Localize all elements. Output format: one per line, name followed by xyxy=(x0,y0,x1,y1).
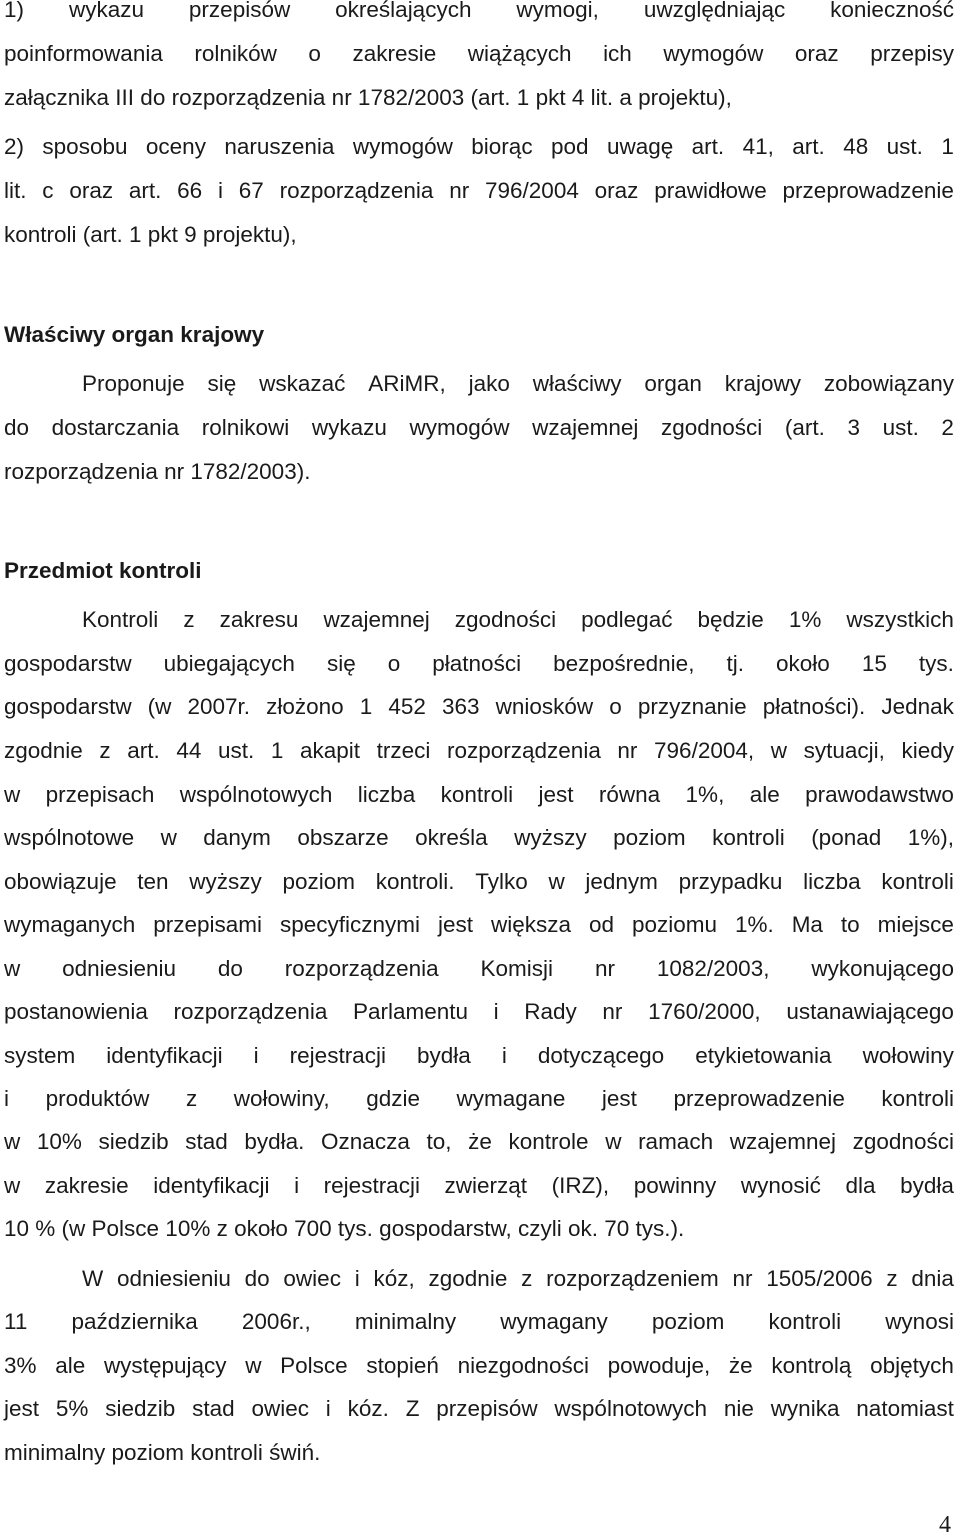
word: wspólnotowych xyxy=(554,1396,707,1421)
word: 1082/2003, xyxy=(656,956,770,981)
word: jako xyxy=(468,371,510,396)
word: w xyxy=(4,956,21,981)
word: 1760/2000, xyxy=(648,999,761,1024)
word: 1) xyxy=(4,0,25,22)
word: rolników xyxy=(194,41,277,66)
word: wzajemnej xyxy=(729,1129,837,1154)
word: większa xyxy=(490,912,572,937)
word: kontrolą xyxy=(771,1353,852,1378)
word: załącznika III do rozporządzenia nr 1782/2003 (art. 1 pkt 4 lit. a projektu), xyxy=(4,85,732,110)
word: 1%), xyxy=(907,825,954,850)
word: z xyxy=(99,738,111,763)
word: i xyxy=(493,999,499,1024)
section1-line-1 xyxy=(82,370,954,398)
section2-line-12 xyxy=(4,1085,954,1113)
word: rejestracji xyxy=(289,1043,386,1068)
word: zgodności xyxy=(852,1129,954,1154)
word: bezpośrednie, xyxy=(553,651,695,676)
word: Rady xyxy=(524,999,577,1024)
word: równa xyxy=(598,782,661,807)
word: wspólnotowych xyxy=(179,782,333,807)
word: wołowiny xyxy=(862,1043,954,1068)
word: wynosić xyxy=(740,1173,821,1198)
word: 452 xyxy=(388,694,426,719)
section2-line-2 xyxy=(4,650,954,678)
list-item-1-line-3 xyxy=(4,84,954,112)
word: oceny xyxy=(145,134,206,159)
word: dotyczącego xyxy=(537,1043,665,1068)
word: przyznanie xyxy=(637,694,747,719)
word: kontroli (art. 1 pkt 9 projektu), xyxy=(4,222,297,247)
word: stad xyxy=(185,1129,228,1154)
word: powoduje, xyxy=(607,1353,711,1378)
page-number: 4 xyxy=(939,1512,951,1538)
word: 1 xyxy=(941,134,954,159)
word: uwzględniając xyxy=(643,0,786,22)
word: rozporządzenia xyxy=(446,738,601,763)
word: bydła xyxy=(416,1043,471,1068)
word: zgodności xyxy=(660,415,763,440)
word: identyfikacji xyxy=(106,1043,223,1068)
word: wiążących xyxy=(467,41,572,66)
word: do xyxy=(244,1266,270,1291)
word: trzeci xyxy=(376,738,431,763)
section2-line-6 xyxy=(4,824,954,852)
word: występujący xyxy=(103,1353,227,1378)
word: kontroli xyxy=(440,782,514,807)
word: października xyxy=(71,1309,198,1334)
word: 11 xyxy=(4,1309,28,1334)
word: jest xyxy=(4,1396,40,1421)
word: W xyxy=(82,1266,104,1291)
word: natomiast xyxy=(856,1396,954,1421)
word: liczba xyxy=(357,782,416,807)
word: owiec xyxy=(251,1396,309,1421)
word: od xyxy=(588,912,614,937)
word: przeprowadzenie xyxy=(673,1086,845,1111)
word: zakresie xyxy=(44,1173,129,1198)
word: 1%, xyxy=(685,782,725,807)
word: 66 xyxy=(177,178,203,203)
word: pod xyxy=(550,134,589,159)
word: Tylko xyxy=(475,869,528,894)
word: z xyxy=(521,1266,533,1291)
word: 2006r., xyxy=(241,1309,311,1334)
list-item-2-line-3 xyxy=(4,221,954,249)
word: nr xyxy=(594,956,615,981)
word: to xyxy=(840,912,860,937)
word: oraz xyxy=(594,178,639,203)
word: minimalny poziom kontroli świń. xyxy=(4,1440,321,1465)
word: że xyxy=(468,1129,492,1154)
word: Parlamentu xyxy=(352,999,469,1024)
word: ubiegających xyxy=(163,651,295,676)
word: etykietowania xyxy=(695,1043,832,1068)
word: Polsce xyxy=(280,1353,348,1378)
word: i xyxy=(501,1043,507,1068)
word: że xyxy=(728,1353,753,1378)
word: kontroli xyxy=(768,1309,842,1334)
word: sytuacji, xyxy=(803,738,885,763)
word: ramach xyxy=(638,1129,714,1154)
word: wzajemnej xyxy=(323,607,430,632)
word: prawodawstwo xyxy=(805,782,954,807)
word: lit. xyxy=(4,178,27,203)
word: 67 xyxy=(238,178,264,203)
word: dostarczania xyxy=(51,415,180,440)
word: art. xyxy=(127,738,160,763)
word: zobowiązany xyxy=(823,371,954,396)
word: wyższy xyxy=(514,825,587,850)
word: zwierząt xyxy=(444,1173,528,1198)
word: gospodarstw xyxy=(4,651,132,676)
word: ten xyxy=(137,869,169,894)
word: przypadku xyxy=(678,869,783,894)
section2-line-10 xyxy=(4,998,954,1026)
word: wymagane xyxy=(456,1086,566,1111)
section2-line-5 xyxy=(4,781,954,809)
word: kiedy xyxy=(901,738,954,763)
word: wynika xyxy=(770,1396,840,1421)
word: 1 xyxy=(359,694,373,719)
word: wynosi xyxy=(885,1309,954,1334)
word: gospodarstw xyxy=(4,694,132,719)
word: odniesieniu xyxy=(117,1266,231,1291)
word: ich xyxy=(603,41,632,66)
word: identyfikacji xyxy=(153,1173,270,1198)
word: prawidłowe xyxy=(654,178,767,203)
word: bydła xyxy=(900,1173,954,1198)
section1-line-2 xyxy=(4,414,954,442)
section2-p2-line-5 xyxy=(4,1439,954,1467)
word: obszarze xyxy=(297,825,389,850)
word: poinformowania xyxy=(4,41,163,66)
word: ustanawiającego xyxy=(786,999,954,1024)
section2-p2-line-2 xyxy=(4,1308,954,1336)
word: wskazać xyxy=(259,371,346,396)
word: nr xyxy=(602,999,623,1024)
word: ale xyxy=(749,782,780,807)
word: kontrole xyxy=(508,1129,589,1154)
word: 15 xyxy=(861,651,887,676)
word: będzie xyxy=(697,607,764,632)
word: tys. xyxy=(918,651,954,676)
section2-line-8 xyxy=(4,911,954,939)
section-heading-organ: Właściwy organ krajowy xyxy=(4,322,265,347)
word: 2 xyxy=(941,415,954,440)
section2-p2-line-1 xyxy=(82,1265,954,1293)
word: rozporządzenia xyxy=(173,999,328,1024)
word: krajowy xyxy=(724,371,802,396)
word: 796/2004, xyxy=(654,738,755,763)
word: Proponuje xyxy=(82,371,185,396)
list-item-2-line-1 xyxy=(4,133,954,161)
word: wniosków xyxy=(495,694,594,719)
word: 796/2004 xyxy=(485,178,579,203)
word: tj. xyxy=(726,651,744,676)
word: nr xyxy=(617,738,638,763)
word: rozporządzenia xyxy=(279,178,434,203)
word: i xyxy=(354,1266,360,1291)
list-item-2-line-2 xyxy=(4,177,954,205)
word: stopień xyxy=(366,1353,439,1378)
word: wspólnotowe xyxy=(4,825,135,850)
word: o xyxy=(308,41,321,66)
word: ust. xyxy=(218,738,255,763)
word: rozporządzenia xyxy=(284,956,439,981)
word: Kontroli xyxy=(82,607,159,632)
word: wszystkich xyxy=(846,607,954,632)
word: w xyxy=(4,1129,21,1154)
word: i xyxy=(253,1043,259,1068)
word: w xyxy=(160,825,177,850)
word: 2007r. xyxy=(187,694,251,719)
word: do xyxy=(217,956,243,981)
word: określa xyxy=(415,825,488,850)
section2-line-9 xyxy=(4,955,954,983)
word: to, xyxy=(426,1129,452,1154)
word: Z xyxy=(405,1396,420,1421)
word: 1 xyxy=(270,738,284,763)
word: wzajemnej xyxy=(532,415,639,440)
section2-p2-line-4 xyxy=(4,1395,954,1423)
word: nie xyxy=(723,1396,754,1421)
word: Oznacza xyxy=(321,1129,410,1154)
word: w xyxy=(4,1173,21,1198)
section2-line-3 xyxy=(4,693,954,721)
word: specyficznymi xyxy=(280,912,421,937)
word: 3% xyxy=(4,1353,37,1378)
word: kontroli xyxy=(881,1086,954,1111)
word: i xyxy=(294,1173,300,1198)
word: (IRZ), xyxy=(551,1173,610,1198)
word: wyższy xyxy=(189,869,262,894)
section2-line-4 xyxy=(4,737,954,765)
word: zakresie xyxy=(352,41,437,66)
word: ale xyxy=(55,1353,86,1378)
word: z xyxy=(886,1266,898,1291)
word: się xyxy=(326,651,356,676)
word: poziom xyxy=(651,1309,725,1334)
word: wymogi, xyxy=(516,0,599,22)
word: art. xyxy=(691,134,725,159)
word: postanowienia xyxy=(4,999,148,1024)
word: liczba xyxy=(803,869,861,894)
word: wymogów xyxy=(409,415,510,440)
word: właściwy xyxy=(532,371,622,396)
word: zgodnie xyxy=(428,1266,508,1291)
word: określających xyxy=(335,0,472,22)
word: w xyxy=(4,782,21,807)
word: ARiMR, xyxy=(368,371,446,396)
word: przepisów xyxy=(436,1396,538,1421)
word: się xyxy=(207,371,237,396)
word: rolnikowi xyxy=(201,415,290,440)
section-heading-przedmiot: Przedmiot kontroli xyxy=(4,558,202,583)
word: o xyxy=(387,651,401,676)
word: złożono xyxy=(266,694,344,719)
word: i xyxy=(325,1396,331,1421)
word: przepisach xyxy=(45,782,155,807)
word: sposobu xyxy=(42,134,128,159)
word: około xyxy=(776,651,830,676)
word: powinny xyxy=(633,1173,717,1198)
word: zgodnie xyxy=(4,738,83,763)
word: niezgodności xyxy=(457,1353,589,1378)
word: wykazu xyxy=(311,415,387,440)
word: poziomu xyxy=(631,912,717,937)
word: 44 xyxy=(176,738,202,763)
word: jest xyxy=(438,912,474,937)
word: rejestracji xyxy=(323,1173,420,1198)
section2-line-13 xyxy=(4,1128,954,1156)
word: art. xyxy=(792,134,825,159)
word: konieczność xyxy=(830,0,954,22)
word: rozporządzeniem xyxy=(546,1266,719,1291)
word: siedzib xyxy=(105,1396,176,1421)
word: akapit xyxy=(299,738,361,763)
word: system xyxy=(4,1043,76,1068)
word: bydła. xyxy=(244,1129,305,1154)
word: biorąc xyxy=(471,134,533,159)
word: w xyxy=(548,869,565,894)
word: kóz, xyxy=(373,1266,415,1291)
word: wymogów xyxy=(352,134,453,159)
word: 3 xyxy=(847,415,860,440)
word: ust. xyxy=(882,415,919,440)
word: minimalny xyxy=(354,1309,457,1334)
word: kontroli xyxy=(881,869,954,894)
word: objętych xyxy=(870,1353,954,1378)
word: wymagany xyxy=(500,1309,608,1334)
word: kontroli. xyxy=(375,869,455,894)
word: jednym xyxy=(585,869,658,894)
word: wykazu xyxy=(68,0,144,22)
word: danym xyxy=(203,825,271,850)
word: produktów xyxy=(45,1086,150,1111)
word: 5% xyxy=(55,1396,89,1421)
word: owiec xyxy=(283,1266,341,1291)
section2-p2-line-3 xyxy=(4,1352,954,1380)
word: nr xyxy=(732,1266,753,1291)
word: dnia xyxy=(911,1266,954,1291)
word: wymogów xyxy=(663,41,764,66)
word: 1%. xyxy=(734,912,774,937)
word: przepisów xyxy=(188,0,291,22)
word: oraz xyxy=(69,178,114,203)
word: naruszenia xyxy=(224,134,335,159)
word: (w xyxy=(147,694,172,719)
word: wykonującego xyxy=(811,956,954,981)
word: z xyxy=(185,1086,198,1111)
word: zgodności xyxy=(454,607,557,632)
word: i xyxy=(4,1086,9,1111)
word: 10% xyxy=(36,1129,82,1154)
word: 10 % (w Polsce 10% z około 700 tys. gospodarstw, czyli ok. 70 tys.). xyxy=(4,1216,685,1241)
word: zakresu xyxy=(219,607,299,632)
word: o xyxy=(609,694,622,719)
section2-line-15 xyxy=(4,1215,954,1243)
list-item-1-line-2 xyxy=(4,40,954,68)
word: 48 xyxy=(843,134,869,159)
section1-line-3 xyxy=(4,458,954,486)
word: podlegać xyxy=(581,607,673,632)
word: do xyxy=(4,415,30,440)
word: kontroli xyxy=(712,825,785,850)
word: przeprowadzenie xyxy=(782,178,954,203)
word: z xyxy=(183,607,195,632)
section2-line-7 xyxy=(4,868,954,896)
word: w xyxy=(770,738,787,763)
word: Komisji xyxy=(480,956,554,981)
section2-line-1 xyxy=(82,606,954,634)
word: siedzib xyxy=(98,1129,169,1154)
word: odniesieniu xyxy=(62,956,176,981)
word: rozporządzenia nr 1782/2003). xyxy=(4,459,311,484)
word: w xyxy=(605,1129,622,1154)
word: oraz xyxy=(794,41,839,66)
word: c xyxy=(42,178,54,203)
word: gdzie xyxy=(366,1086,420,1111)
word: jest xyxy=(538,782,574,807)
word: w xyxy=(245,1353,262,1378)
word: 1505/2006 xyxy=(766,1266,873,1291)
word: przepisy xyxy=(870,41,954,66)
word: wołowiny, xyxy=(233,1086,330,1111)
word: art. xyxy=(128,178,162,203)
word: nr xyxy=(449,178,470,203)
word: dla xyxy=(845,1173,876,1198)
word: 2) xyxy=(4,134,25,159)
word: ust. xyxy=(886,134,923,159)
word: (ponad xyxy=(811,825,882,850)
word: 363 xyxy=(441,694,480,719)
word: wymaganych xyxy=(4,912,136,937)
word: (art. xyxy=(784,415,825,440)
word: kóz. xyxy=(347,1396,389,1421)
word: płatności). xyxy=(762,694,866,719)
word: i xyxy=(217,178,223,203)
word: poziom xyxy=(282,869,356,894)
section2-line-14 xyxy=(4,1172,954,1200)
word: obowiązuje xyxy=(4,869,117,894)
word: miejsce xyxy=(877,912,954,937)
word: 1% xyxy=(788,607,822,632)
list-item-1-line-1 xyxy=(4,0,954,24)
word: płatności xyxy=(432,651,522,676)
word: organ xyxy=(644,371,702,396)
word: poziom xyxy=(613,825,686,850)
word: jest xyxy=(601,1086,637,1111)
word: stad xyxy=(192,1396,235,1421)
word: przepisami xyxy=(153,912,263,937)
word: Jednak xyxy=(881,694,954,719)
word: uwagę xyxy=(606,134,674,159)
section2-line-11 xyxy=(4,1042,954,1070)
word: 41, xyxy=(742,134,774,159)
word: Ma xyxy=(791,912,823,937)
